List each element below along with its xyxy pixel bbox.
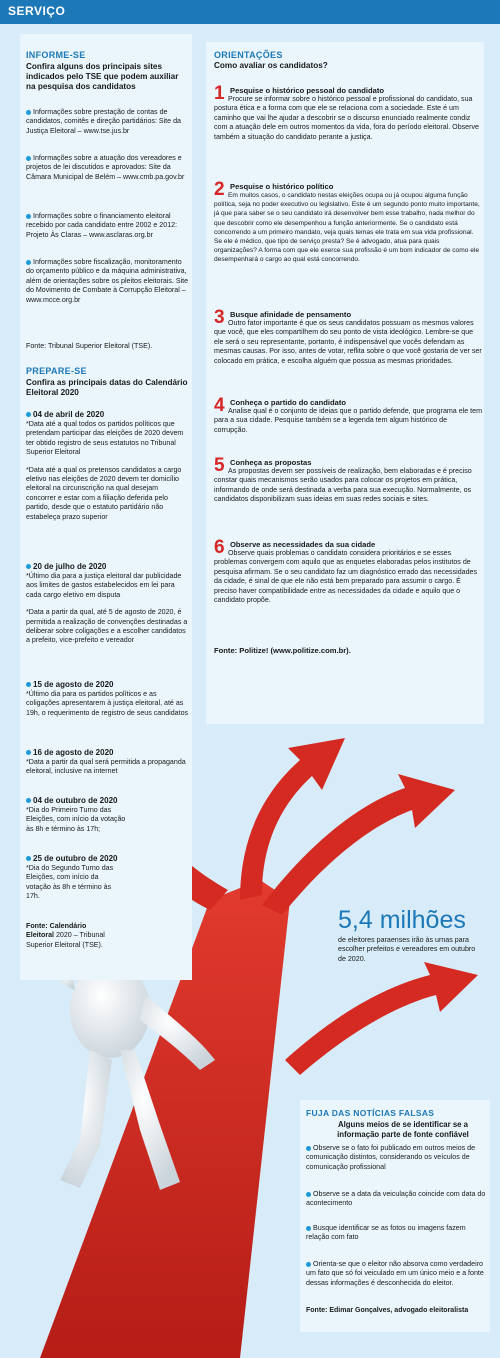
- stat-number: 5,4 milhões: [338, 906, 466, 934]
- date-entry: [26, 854, 122, 902]
- orientacoes-source: Fonte: Politize! (www.politize.com.br).: [214, 646, 351, 655]
- fake-item-4: Orienta-se que o eleitor não absorva como verdadeiro um fato que só foi veiculado em um único meio e a fonte dessas informações é desconhecida do eleitor.: [306, 1260, 484, 1287]
- date-label: 04 de outubro de 2020: [33, 796, 118, 805]
- fake-source: Fonte: Edimar Gonçalves, advogado eleitoralista: [306, 1307, 469, 1314]
- date-label: 15 de agosto de 2020: [33, 680, 114, 689]
- orientacao-text: Outro fator importante é que os seus candidatos possuam os mesmos valores que você, que eles compartilhem do seu ponto de vista ideológico. Lembre-se que ele será o seu representante, portanto, é indispensável que vocês defendam as mesmas causas. Por isso, antes de votar, reflita sobre o que você gostaria de ver ser colocado em prática, e escolha alguém que possua as mesmas prioridades.: [214, 319, 482, 365]
- orientacao-text: Em muitos casos, o candidato nestas eleições ocupa ou já ocupou alguma função política, seja no poder executivo ou legislativo. Este é um segundo ponto muito importante, já que para saber se o seu candidato irá desenvolver bem esse trabalho, nada melhor do que descobrir como ele desempenhou a função anteriormente. Se o candidato está concorrendo a um primeiro mandato, veja quais temas ele trata em sua vida profissional. Se ele é médico, que tipo de serviço presta? Se é advogado, atua para quais organizações? A forma com que ele exerce sua profissão é um bom indicador de como ele desempenhará o cargo ao qual está concorrendo.: [214, 192, 480, 264]
- bullet-dot-icon: [26, 156, 31, 161]
- bullet-dot-icon: [306, 1262, 311, 1267]
- date-text: *Último dia para a justiça eleitoral dar publicidade aos limites de gastos estabelecidos em lei para cada cargo eletivo em disputa: [26, 572, 182, 599]
- orientacao-number: 6: [214, 537, 225, 558]
- informe-item-3: Informações sobre o financiamento eleitoral recebido por cada candidato entre 2002 e 2012: Projeto Às Claras – www.asclaras.org.br: [26, 212, 178, 239]
- bullet-dot-icon: [26, 214, 31, 219]
- bullet-dot-icon: [26, 564, 31, 569]
- orientacao-title: Conheça as propostas: [230, 458, 312, 467]
- orientacao-title: Busque afinidade de pensamento: [230, 310, 352, 319]
- stat-caption: de eleitores paraenses irão às urnas para escolher prefeitos e vereadores em outubro de 2020.: [338, 936, 476, 963]
- informe-item-2: Informações sobre a atuação dos vereadores e projetos de lei discutidos e aprovados: Site da Câmara Municipal de Belém – www.cmb.pa.gov.br: [26, 154, 185, 181]
- prepare-section: [26, 366, 190, 398]
- date-text: *Data a partir da qual será permitida a propaganda eleitoral, inclusive na internet: [26, 758, 186, 776]
- date-label: 20 de julho de 2020: [33, 562, 107, 571]
- bullet-dot-icon: [26, 856, 31, 861]
- informe-source: Fonte: Tribunal Superior Eleitoral (TSE).: [26, 342, 153, 350]
- date-text: *Data até a qual os pretensos candidatos a cargo eletivo nas eleições de 2020 devem ter domicílio eleitoral na circunscrição na qual desejam concorrer e estar com a filiação deferida pelo partido, desde que o estatuto partidário não estabeleça prazo superior: [26, 465, 182, 521]
- date-entry: [26, 562, 190, 646]
- bullet-dot-icon: [26, 750, 31, 755]
- orientacao-number: 2: [214, 179, 225, 200]
- orientacao-text: Observe quais problemas o candidato considera prioritários e se esses problemas convergem com aquilo que as enquetes elaboradas pelos institutos de pesquisa afirmam. Se o seu candidato faz um diagnóstico errado das necessidades da cidade, é sinal de que ele não está bem preparado para assumir o cargo. É preciso haver compatibilidade entre as necessidades da cidade e aquilo que o candidato propõe.: [214, 549, 478, 605]
- date-text: *Dia do Segundo Turno das Eleições, com início da votação às 8h e término às 17h.: [26, 864, 114, 901]
- section-header-bar: [0, 0, 500, 24]
- date-entry: [26, 410, 190, 522]
- orientacao-number: 5: [214, 455, 225, 476]
- date-label: 16 de agosto de 2020: [33, 748, 114, 757]
- informe-section: [26, 50, 190, 92]
- informe-title: INFORME-SE: [26, 50, 86, 60]
- prepare-source: Fonte: Calendário Eleitoral 2020 – Tribunal Superior Eleitoral (TSE).: [26, 922, 105, 949]
- date-entry: [26, 748, 190, 777]
- bullet-dot-icon: [26, 260, 31, 265]
- bullet-dot-icon: [26, 110, 31, 115]
- bullet-dot-icon: [26, 798, 31, 803]
- fake-subtitle: Alguns meios de se identificar se a informação parte de fonte confiável: [337, 1120, 469, 1139]
- informe-item-4: Informações sobre fiscalização, monitoramento do orçamento público e da máquina administrativa, além de orientações sobre os pleitos eleitorais. Site do Movimento de Combate à Corrupção Eleitoral – www.mcce.org.br: [26, 258, 189, 304]
- fake-item-3: Busque identificar se as fotos ou imagens fazem relação com fato: [306, 1224, 466, 1242]
- orientacao-title: Pesquise o histórico pessoal do candidato: [230, 86, 385, 95]
- orientacao-title: Conheça o partido do candidato: [230, 398, 347, 407]
- orientacao-title: Observe as necessidades da sua cidade: [230, 540, 376, 549]
- orientacoes-title: ORIENTAÇÕES: [214, 50, 283, 60]
- section-tag: SERVIÇO: [8, 4, 66, 18]
- bullet-dot-icon: [306, 1192, 311, 1197]
- orientacao-title: Pesquise o histórico político: [230, 182, 334, 191]
- informe-item-1: Informações sobre prestação de contas de candidatos, comitês e direção partidários: Site da Justiça Eleitoral – www.tse.jus.br: [26, 108, 181, 135]
- orientacoes-subtitle: Como avaliar os candidatos?: [214, 61, 328, 70]
- orientacao-text: Analise qual é o conjunto de ideias que o partido defende, que programa ele tem para a sua cidade. Pesquise também se a legenda tem algum histórico de corrupção.: [214, 407, 482, 434]
- date-entry: [26, 680, 190, 718]
- fake-title: FUJA DAS NOTÍCIAS FALSAS: [306, 1108, 435, 1118]
- bullet-dot-icon: [306, 1226, 311, 1231]
- orientacao-text: As propostas devem ser possíveis de realização, bem elaboradas e é preciso constar quais mecanismos serão usados para colocar os projetos em prática, informando de onde será destinada a verba para sua execução. Normalmente, os candidatos disponibilizam suas ideias em suas redes sociais e sites.: [214, 467, 472, 504]
- date-label: 25 de outubro de 2020: [33, 854, 118, 863]
- prepare-subtitle: Confira as principais datas do Calendário Eleitoral 2020: [26, 378, 188, 397]
- bullet-dot-icon: [26, 682, 31, 687]
- orientacao-text: Procure se informar sobre o histórico pessoal e profissional do candidato, sua postura ética e a forma com que ele se relaciona com a sociedade. Este é um caminho que vai lhe ajudar a descobrir se o discurso enunciado realmente condiz com a atuação dele em outros momentos da vida, fora do período eleitoral. Observe também a situação do candidato perante a justiça.: [214, 95, 479, 141]
- prepare-title: PREPARE-SE: [26, 366, 87, 376]
- date-text: *Último dia para os partidos políticos e as coligações apresentarem à justiça eleitoral, até as 19h, o requerimento de registro de seus candidatos: [26, 690, 189, 717]
- date-text: *Data a partir da qual, até 5 de agosto de 2020, é permitida a realização de convenções destinadas a deliberar sobre coligações e a escolher candidatos a prefeito, vice-prefeito e vereador: [26, 608, 188, 645]
- orientacao-number: 4: [214, 395, 225, 416]
- fake-item-1: Observe se o fato foi publicado em outros meios de comunicação distintos, considerando os veículos de comunicação profissional: [306, 1144, 476, 1171]
- arrow-right-lower: [285, 962, 478, 1075]
- date-entry: [26, 796, 130, 834]
- date-label: 04 de abril de 2020: [33, 410, 105, 419]
- bullet-dot-icon: [26, 412, 31, 417]
- orientacao-number: 1: [214, 83, 225, 104]
- fake-item-2: Observe se a data da veiculação coincide com data do acontecimento: [306, 1190, 486, 1208]
- panel-orientacoes: [206, 42, 484, 724]
- date-text: *Dia do Primeiro Turno das Eleições, com início da votação às 8h e término às 17h;: [26, 806, 126, 833]
- orientacao-number: 3: [214, 307, 225, 328]
- informe-subtitle: Confira alguns dos principais sites indicados pelo TSE que podem auxiliar na pesquisa dos candidatos: [26, 62, 179, 91]
- date-text: *Data até a qual todos os partidos políticos que pretendam participar das eleições de 2020 devem ter obtido registro de seus estatutos no Tribunal Superior Eleitoral: [26, 420, 184, 457]
- bullet-dot-icon: [306, 1146, 311, 1151]
